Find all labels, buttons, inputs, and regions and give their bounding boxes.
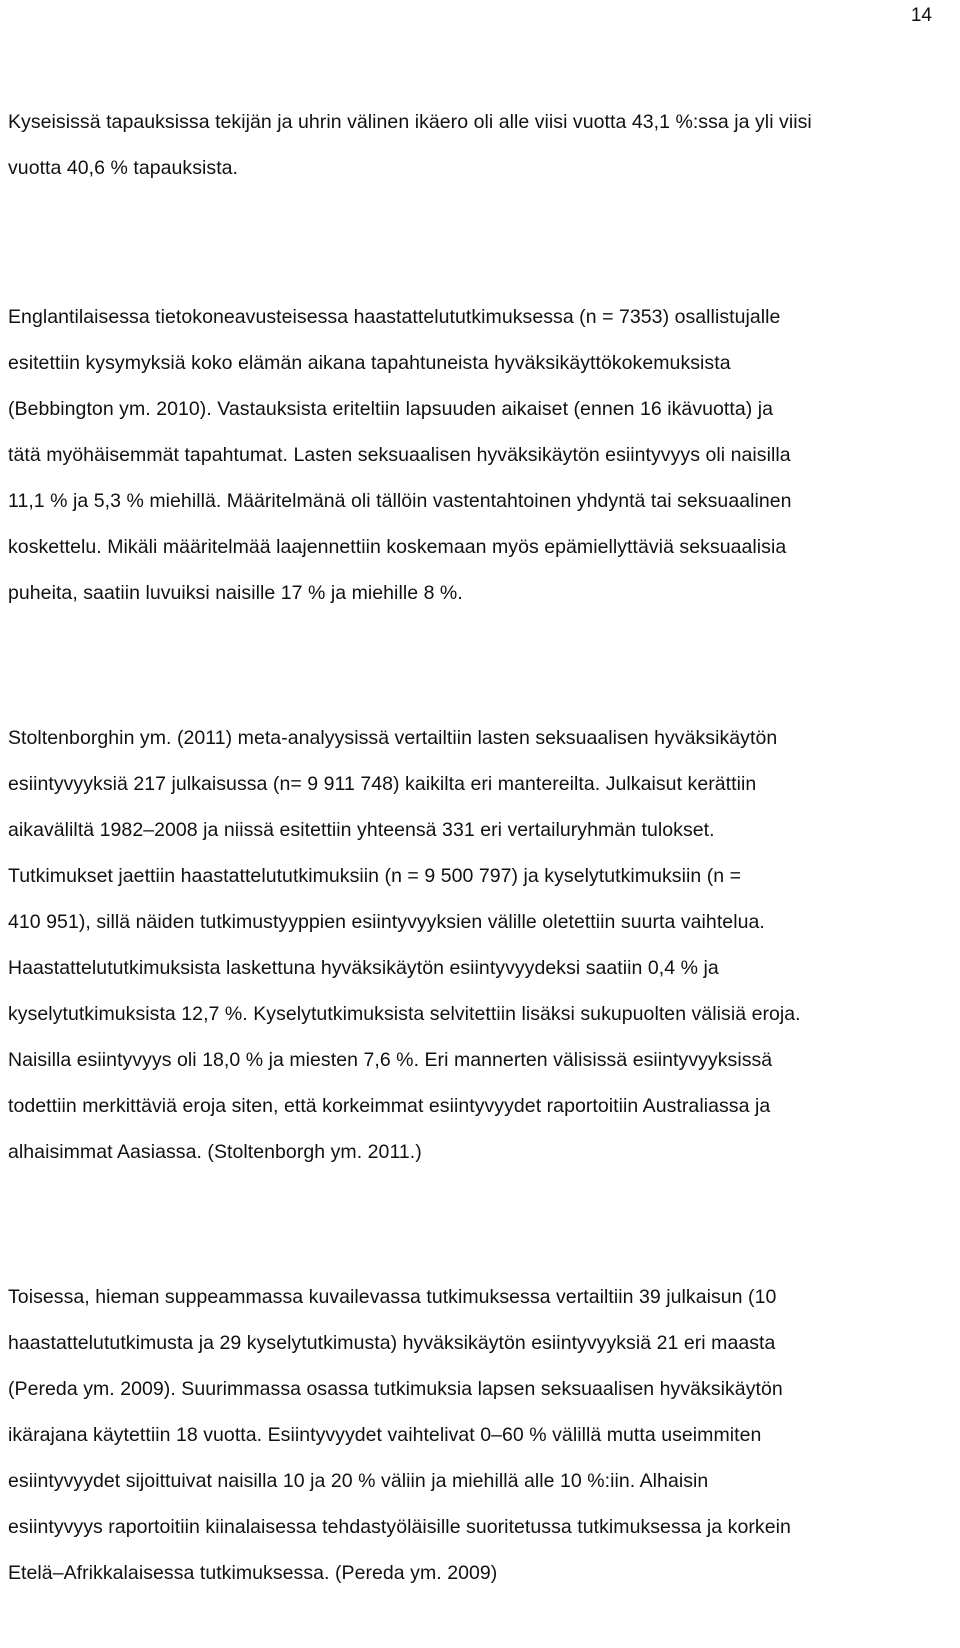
text-line: ikärajana käytettiin 18 vuotta. Esiintyvyydet vaihtelivat 0–60 % välillä mutta useimmiten: [8, 1424, 762, 1446]
text-line: esiintyvyydet sijoittuivat naisilla 10 ja 20 % väliin ja miehillä alle 10 %:iin. Alhaisin: [8, 1470, 709, 1492]
text-line: Stoltenborghin ym. (2011) meta-analyysissä vertailtiin lasten seksuaalisen hyväksikäytön: [8, 727, 778, 749]
text-line: Naisilla esiintyvyys oli 18,0 % ja miesten 7,6 %. Eri mannerten välisissä esiintyvyyksissä: [8, 1049, 773, 1071]
text-line: esiintyvyys raportoitiin kiinalaisessa tehdastyöläisille suoritetussa tutkimuksessa ja korkein: [8, 1516, 791, 1538]
text-line: Toisessa, hieman suppeammassa kuvailevassa tutkimuksessa vertailtiin 39 julkaisun (10: [8, 1286, 777, 1308]
text-line: alhaisimmat Aasiassa. (Stoltenborgh ym. 2011.): [8, 1141, 422, 1163]
text-line: vuotta 40,6 % tapauksista.: [8, 157, 239, 179]
text-line: (Bebbington ym. 2010). Vastauksista eriteltiin lapsuuden aikaiset (ennen 16 ikävuotta) ja: [8, 398, 774, 420]
text-line: Etelä–Afrikkalaisessa tutkimuksessa. (Pereda ym. 2009): [8, 1562, 498, 1584]
text-line: 11,1 % ja 5,3 % miehillä. Määritelmänä oli tällöin vastentahtoinen yhdyntä tai seksuaalinen: [8, 490, 792, 512]
text-line: esitettiin kysymyksiä koko elämän aikana tapahtuneista hyväksikäyttökokemuksista: [8, 352, 731, 374]
text-line: Kyseisissä tapauksissa tekijän ja uhrin välinen ikäero oli alle viisi vuotta 43,1 %:ssa ja yli viisi: [8, 111, 812, 133]
text-line: Englantilaisessa tietokoneavusteisessa haastattelututkimuksessa (n = 7353) osallistujalle: [8, 306, 781, 328]
text-line: Haastattelututkimuksista laskettuna hyväksikäytön esiintyvyydeksi saatiin 0,4 % ja: [8, 957, 719, 979]
page-number: 14: [910, 5, 932, 26]
text-line: kyselytutkimuksista 12,7 %. Kyselytutkimuksista selvitettiin lisäksi sukupuolten välisiä eroja.: [8, 1003, 801, 1025]
text-line: todettiin merkittäviä eroja siten, että korkeimmat esiintyvyydet raportoitiin Australiassa ja: [8, 1095, 771, 1117]
text-line: (Pereda ym. 2009). Suurimmassa osassa tutkimuksia lapsen seksuaalisen hyväksikäytön: [8, 1378, 783, 1400]
text-line: tätä myöhäisemmät tapahtumat. Lasten seksuaalisen hyväksikäytön esiintyvyys oli naisilla: [8, 444, 791, 466]
text-line: haastattelututkimusta ja 29 kyselytutkimusta) hyväksikäytön esiintyvyyksiä 21 eri maasta: [8, 1332, 776, 1354]
text-line: puheita, saatiin luvuiksi naisille 17 % ja miehille 8 %.: [8, 582, 463, 604]
text-line: esiintyvyyksiä 217 julkaisussa (n= 9 911 748) kaikilta eri mantereilta. Julkaisut kerättiin: [8, 773, 757, 795]
text-line: koskettelu. Mikäli määritelmää laajennettiin koskemaan myös epämiellyttäviä seksuaalisia: [8, 536, 787, 558]
text-line: 410 951), sillä näiden tutkimustyyppien esiintyvyyksien välille oletettiin suurta vaihtelua.: [8, 911, 765, 933]
text-line: Tutkimukset jaettiin haastattelututkimuksiin (n = 9 500 797) ja kyselytutkimuksiin (n =: [8, 865, 742, 887]
text-line: aikaväliltä 1982–2008 ja niissä esitettiin yhteensä 331 eri vertailuryhmän tulokset.: [8, 819, 715, 841]
